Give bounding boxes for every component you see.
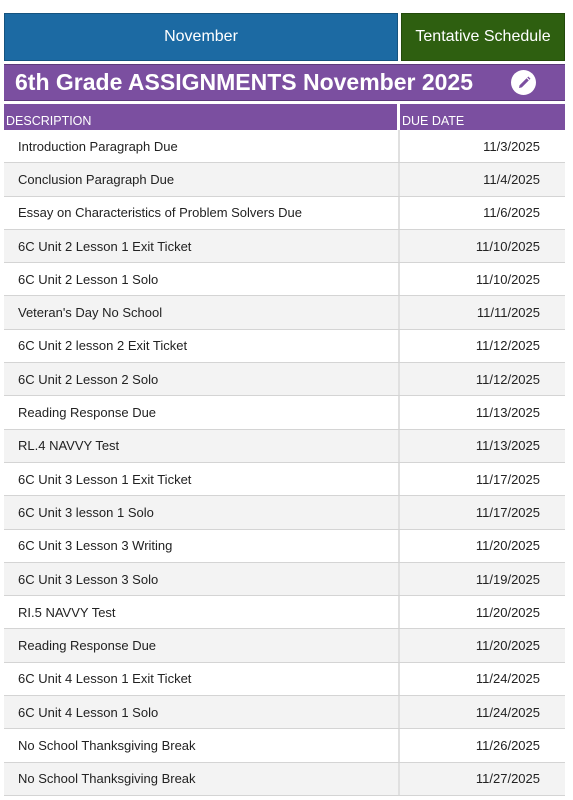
assignment-description: RI.5 NAVVY Test [18,604,116,620]
column-divider [398,696,400,728]
assignment-description: 6C Unit 2 Lesson 2 Solo [18,371,159,387]
column-divider [398,530,400,562]
column-divider [398,663,400,695]
assignment-description: Veteran's Day No School [18,305,163,321]
assignment-due-date: 11/17/2025 [475,471,540,487]
assignment-description: 6C Unit 4 Lesson 1 Exit Ticket [18,671,192,687]
column-divider [398,197,400,229]
column-divider [398,130,400,162]
table-row[interactable] [4,130,565,163]
top-tab-bar [4,13,565,61]
assignments-table [4,104,565,796]
assignment-due-date: 11/24/2025 [475,671,540,687]
assignment-description: 6C Unit 4 Lesson 1 Solo [18,704,159,720]
column-header-description[interactable]: DESCRIPTION [4,104,397,130]
table-body [4,130,565,796]
assignment-due-date: 11/20/2025 [475,638,540,654]
assignment-due-date: 11/12/2025 [475,338,540,354]
column-divider [398,629,400,661]
assignment-description: Introduction Paragraph Due [18,138,178,154]
edit-button[interactable] [511,70,536,95]
table-row[interactable] [4,430,565,463]
table-row[interactable] [4,696,565,729]
column-divider [398,396,400,428]
assignment-due-date: 11/3/2025 [483,138,540,154]
table-row[interactable] [4,463,565,496]
table-row[interactable] [4,563,565,596]
table-row[interactable] [4,763,565,796]
assignment-description: No School Thanksgiving Break [18,737,196,753]
column-divider [398,163,400,195]
assignment-due-date: 11/10/2025 [475,238,540,254]
assignment-due-date: 11/10/2025 [475,271,540,287]
table-row[interactable] [4,496,565,529]
column-divider [398,330,400,362]
table-row[interactable] [4,163,565,196]
assignment-description: No School Thanksgiving Break [18,771,196,787]
assignment-description: Reading Response Due [18,638,157,654]
table-row[interactable] [4,330,565,363]
assignment-description: 6C Unit 2 lesson 2 Exit Ticket [18,338,188,354]
column-divider [398,463,400,495]
column-divider [398,363,400,395]
assignment-description: 6C Unit 3 Lesson 3 Solo [18,571,159,587]
assignment-due-date: 11/27/2025 [475,771,540,787]
assignment-description: RL.4 NAVVY Test [18,438,120,454]
table-row[interactable] [4,596,565,629]
table-row[interactable] [4,629,565,662]
column-divider [398,263,400,295]
page-title-bar [4,64,565,101]
assignment-due-date: 11/6/2025 [483,205,540,221]
table-row[interactable] [4,197,565,230]
assignment-description: 6C Unit 3 Lesson 3 Writing [18,538,173,554]
tab-november[interactable]: November [4,13,398,61]
assignment-description: 6C Unit 2 Lesson 1 Solo [18,271,159,287]
assignment-due-date: 11/20/2025 [475,604,540,620]
assignment-due-date: 11/13/2025 [475,438,540,454]
assignment-description: Reading Response Due [18,405,157,421]
column-divider [398,563,400,595]
column-divider [398,496,400,528]
assignment-description: 6C Unit 3 lesson 1 Solo [18,504,154,520]
assignment-due-date: 11/26/2025 [475,737,540,753]
assignment-due-date: 11/24/2025 [475,704,540,720]
assignment-due-date: 11/12/2025 [475,371,540,387]
assignment-due-date: 11/20/2025 [475,538,540,554]
table-row[interactable] [4,263,565,296]
column-divider [398,729,400,761]
table-row[interactable] [4,663,565,696]
table-row[interactable] [4,363,565,396]
column-header-due-date[interactable]: DUE DATE [400,104,565,130]
assignment-description: Conclusion Paragraph Due [18,171,175,187]
column-divider [398,296,400,328]
column-divider [398,430,400,462]
assignment-due-date: 11/19/2025 [475,571,540,587]
assignment-description: Essay on Characteristics of Problem Solvers Due [18,205,302,221]
column-divider [398,596,400,628]
column-divider [398,763,400,795]
assignment-due-date: 11/11/2025 [476,305,540,321]
assignment-due-date: 11/17/2025 [475,504,540,520]
assignment-description: 6C Unit 2 Lesson 1 Exit Ticket [18,238,192,254]
table-row[interactable] [4,729,565,762]
table-row[interactable] [4,396,565,429]
table-row[interactable] [4,530,565,563]
page-title: 6th Grade ASSIGNMENTS November 2025 [15,69,474,95]
table-row[interactable] [4,296,565,329]
tab-tentative-schedule[interactable]: Tentative Schedule [401,13,565,61]
table-header [4,104,565,130]
column-divider [398,230,400,262]
table-row[interactable] [4,230,565,263]
assignment-due-date: 11/13/2025 [475,405,540,421]
pencil-icon [517,69,531,96]
assignment-due-date: 11/4/2025 [483,171,540,187]
assignment-description: 6C Unit 3 Lesson 1 Exit Ticket [18,471,192,487]
